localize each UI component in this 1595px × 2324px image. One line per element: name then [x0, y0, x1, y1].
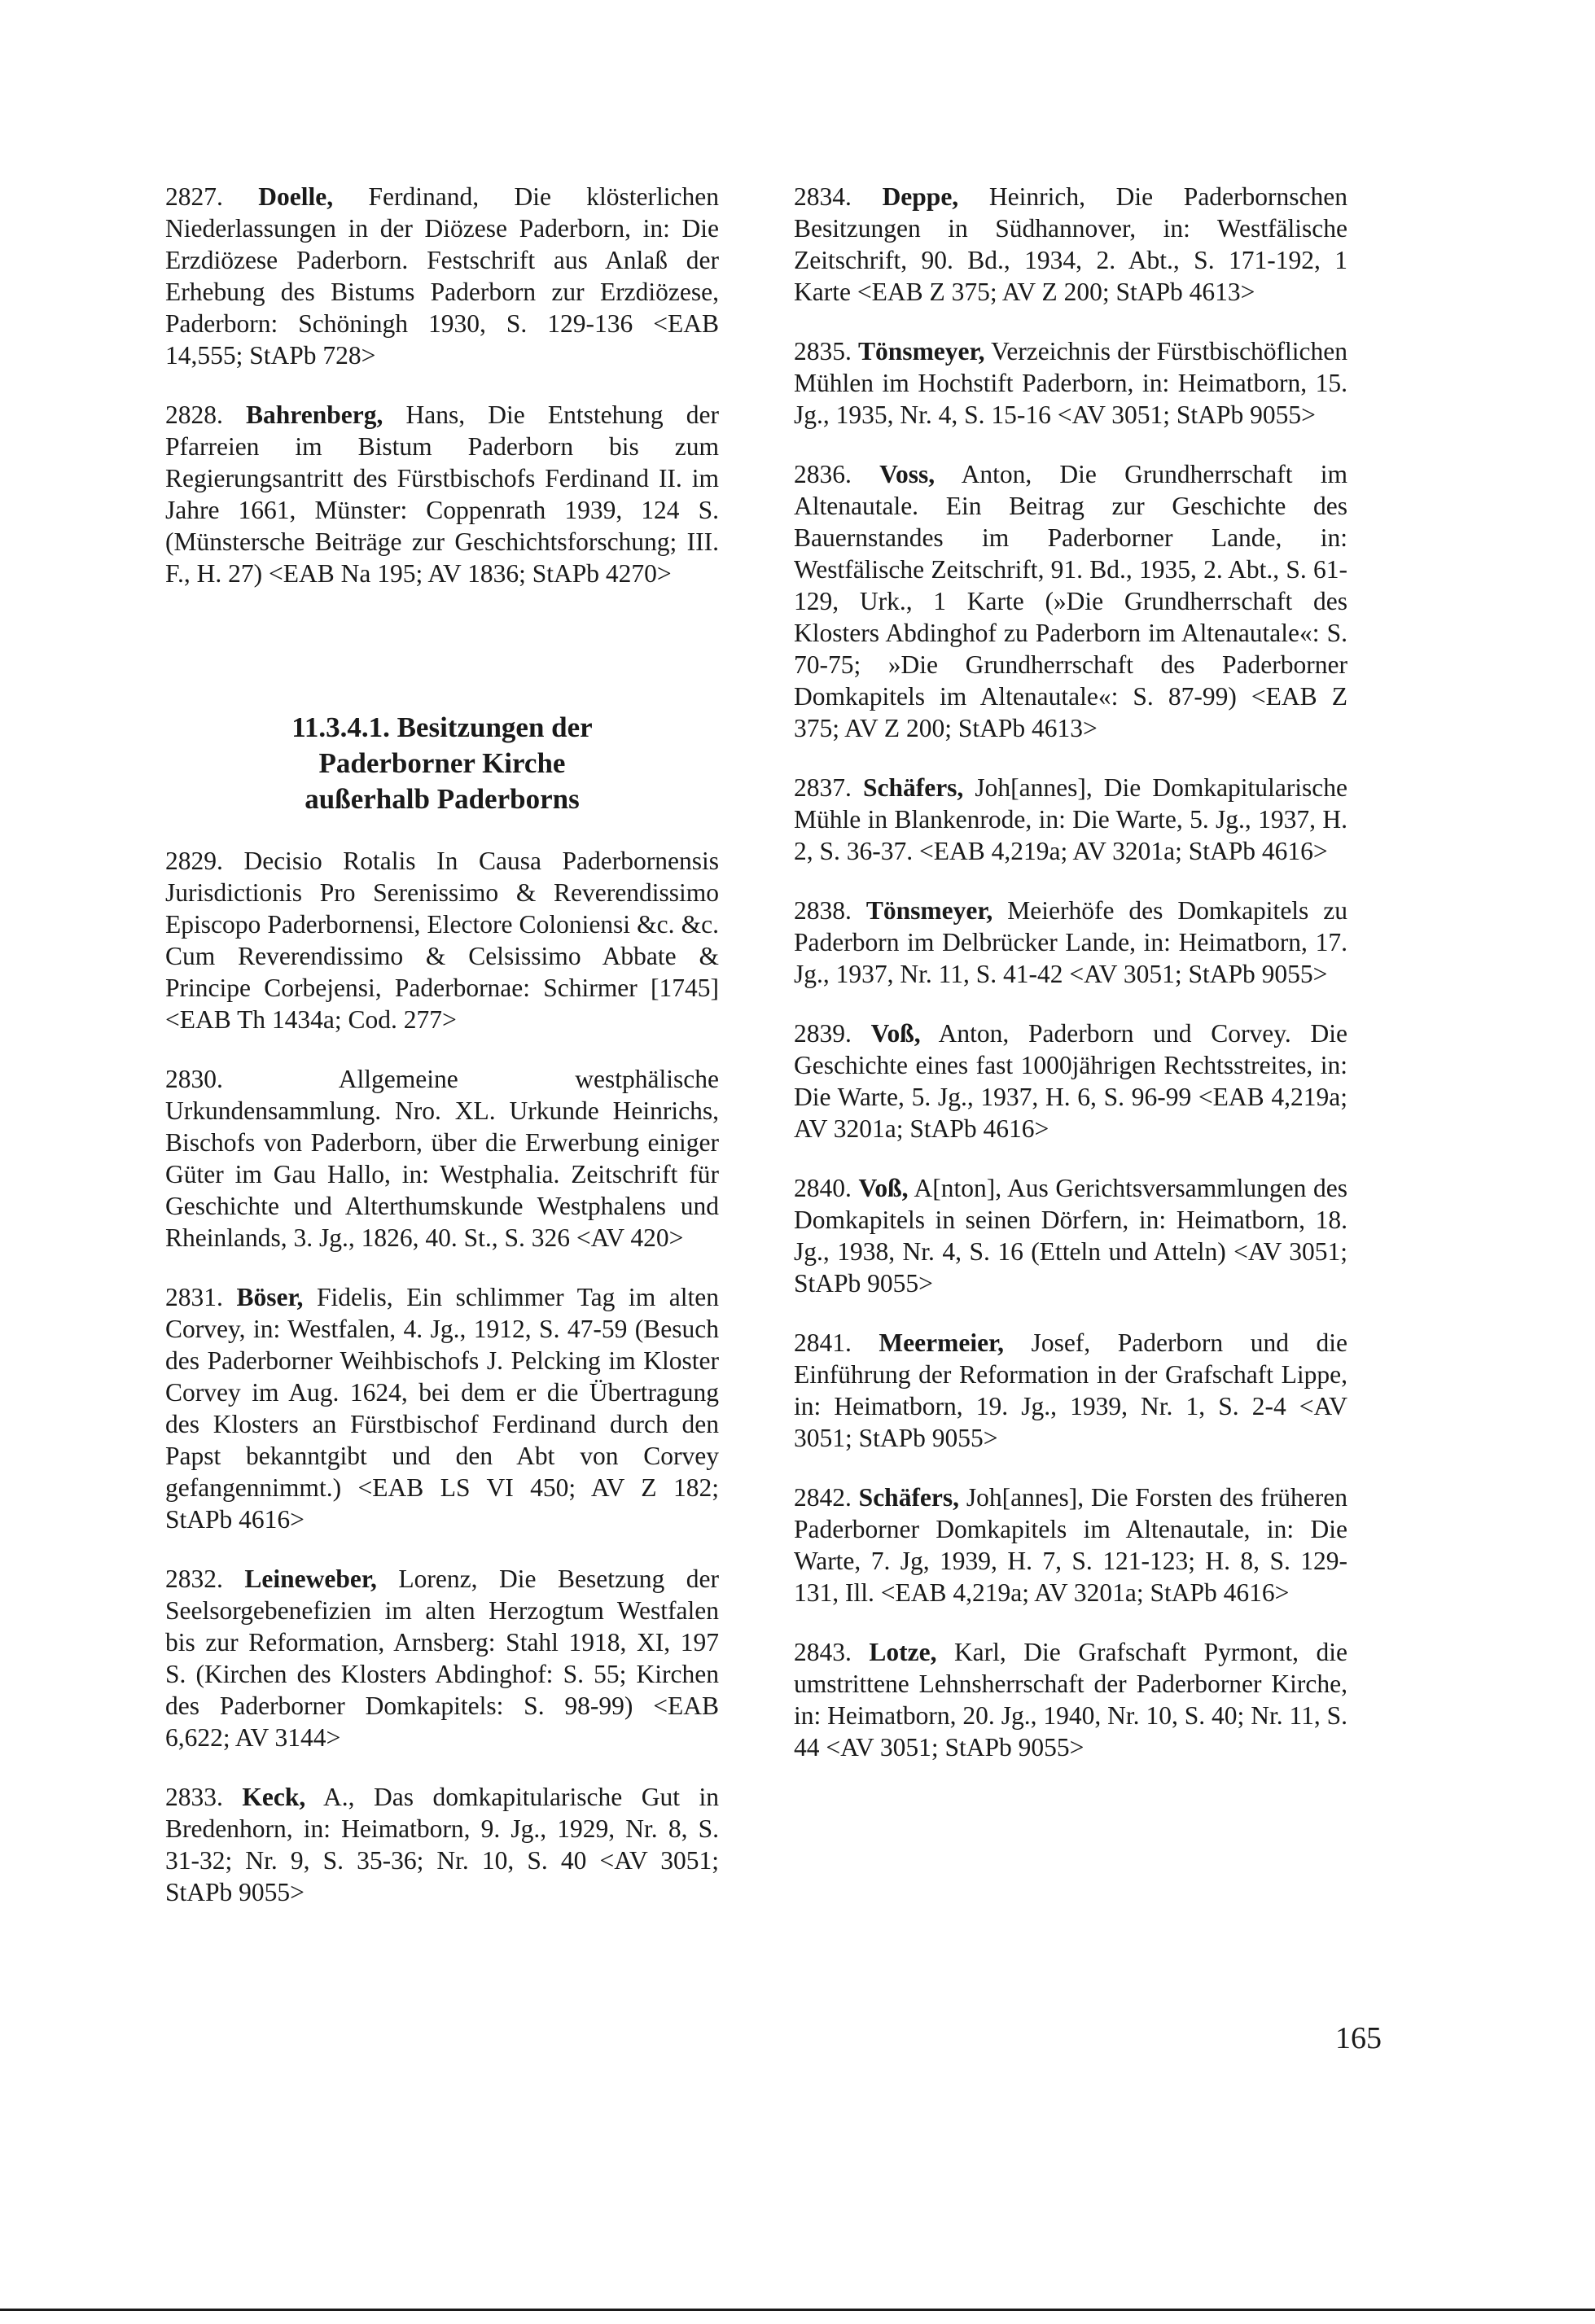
section-heading-line: Paderborner Kirche [318, 747, 566, 779]
bibliography-entry: 2840. Voß, A[nton], Aus Gerichtsversammlungen des Domkapitels in seinen Dörfern, in: Heimatborn, 18. Jg., 1938, Nr. 4, S. 16 (Etteln und Atteln) <AV 3051; StAPb 9055> [794, 1174, 1347, 1298]
bibliography-entry: 2841. Meermeier, Josef, Paderborn und die Einführung der Reformation in der Grafschaft Lippe, in: Heimatborn, 19. Jg., 1939, Nr. 1, S. 2-4 <AV 3051; StAPb 9055> [794, 1328, 1347, 1452]
bibliography-entry: 2827. Doelle, Ferdinand, Die klösterlichen Niederlassungen in der Diözese Paderborn, in: Die Erzdiözese Paderborn. Festschrift aus Anlaß der Erhebung des Bistums Paderborn zur Erzdiözese, Paderborn: Schöningh 1930, S. 129-136 <EAB 14,555; StAPb 728> [165, 182, 719, 370]
bottom-rule [0, 2309, 1595, 2311]
bibliography-entry: 2835. Tönsmeyer, Verzeichnis der Fürstbischöflichen Mühlen im Hochstift Paderborn, in: Heimatborn, 15. Jg., 1935, Nr. 4, S. 15-16 <AV 3051; StAPb 9055> [794, 337, 1347, 429]
bibliography-entry: 2830. Allgemeine westphälische Urkundensammlung. Nro. XL. Urkunde Heinrichs, Bischofs von Paderborn, über die Erwerbung einiger Güter im Gau Hallo, in: Westphalia. Zeitschrift für Geschichte und Alterthumskunde Westphalens und Rheinlands, 3. Jg., 1826, 40. St., S. 326 <AV 420> [165, 1065, 719, 1252]
bibliography-entry: 2843. Lotze, Karl, Die Grafschaft Pyrmont, die umstrittene Lehnsherrschaft der Paderborner Kirche, in: Heimatborn, 20. Jg., 1940, Nr. 10, S. 40; Nr. 11, S. 44 <AV 3051; StAPb 9055> [794, 1638, 1347, 1762]
page-number: 165 [1335, 2021, 1382, 2055]
bibliography-entry: 2828. Bahrenberg, Hans, Die Entstehung der Pfarreien im Bistum Paderborn bis zum Regierungsantritt des Fürstbischofs Ferdinand II. im Jahre 1661, Münster: Coppenrath 1939, 124 S. (Münstersche Beiträge zur Geschichtsforschung; III. F., H. 27) <EAB Na 195; AV 1836; StAPb 4270> [165, 400, 719, 588]
section-heading-line: 11.3.4.1. Besitzungen der [291, 711, 593, 743]
bibliography-entry: 2836. Voss, Anton, Die Grundherrschaft im Altenautale. Ein Beitrag zur Geschichte des Bauernstandes im Paderborner Lande, in: Westfälische Zeitschrift, 91. Bd., 1935, 2. Abt., S. 61-129, Urk., 1 Karte (»Die Grundherrschaft des Klosters Abdinghof zu Paderborn im Altenautale«: S. 70-75; »Die Grundherrschaft des Paderborner Domkapitels im Altenautale«: S. 87-99) <EAB Z 375; AV Z 200; StAPb 4613> [794, 460, 1347, 742]
section-heading [165, 710, 719, 817]
bibliography-entry: 2832. Leineweber, Lorenz, Die Besetzung der Seelsorgebenefizien im alten Herzogtum Westfalen bis zur Reformation, Arnsberg: Stahl 1918, XI, 197 S. (Kirchen des Klosters Abdinghof: S. 55; Kirchen des Paderborner Domkapitels: S. 98-99) <EAB 6,622; AV 3144> [165, 1565, 719, 1752]
bibliography-entry: 2842. Schäfers, Joh[annes], Die Forsten des früheren Paderborner Domkapitels im Altenautale, in: Die Warte, 7. Jg, 1939, H. 7, S. 121-123; H. 8, S. 129-131, Ill. <EAB 4,219a; AV 3201a; StAPb 4616> [794, 1483, 1347, 1607]
bibliography-entry: 2833. Keck, A., Das domkapitularische Gut in Bredenhorn, in: Heimatborn, 9. Jg., 1929, Nr. 8, S. 31-32; Nr. 9, S. 35-36; Nr. 10, S. 40 <AV 3051; StAPb 9055> [165, 1783, 719, 1906]
bibliography-entry: 2839. Voß, Anton, Paderborn und Corvey. Die Geschichte eines fast 1000jährigen Rechtsstreites, in: Die Warte, 5. Jg., 1937, H. 6, S. 96-99 <EAB 4,219a; AV 3201a; StAPb 4616> [794, 1019, 1348, 1143]
bibliography-entry: 2829. Decisio Rotalis In Causa Paderbornensis Jurisdictionis Pro Serenissimo & Reverendissimo Episcopo Paderbornensi, Electore Coloniensi &c. &c. Cum Reverendissimo & Celsissimo Abbate & Principe Corbejensi, Paderbornae: Schirmer [1745] <EAB Th 1434a; Cod. 277> [165, 847, 719, 1034]
bibliography-entry: 2831. Böser, Fidelis, Ein schlimmer Tag im alten Corvey, in: Westfalen, 4. Jg., 1912, S. 47-59 (Besuch des Paderborner Weihbischofs J. Pelcking im Kloster Corvey im Aug. 1624, bei dem er die Übertragung des Klosters an Fürstbischof Ferdinand durch den Papst bekanntgibt und den Abt von Corvey gefangennimmt.) <EAB LS VI 450; AV Z 182; StAPb 4616> [165, 1283, 719, 1534]
left-column [165, 181, 719, 1936]
bibliography-entry: 2837. Schäfers, Joh[annes], Die Domkapitularische Mühle in Blankenrode, in: Die Warte, 5. Jg., 1937, H. 2, S. 36-37. <EAB 4,219a; AV 3201a; StAPb 4616> [794, 773, 1348, 865]
section-heading-line: außerhalb Paderborns [305, 783, 580, 815]
right-column [794, 181, 1347, 1791]
bibliography-entry: 2838. Tönsmeyer, Meierhöfe des Domkapitels zu Paderborn im Delbrücker Lande, in: Heimatborn, 17. Jg., 1937, Nr. 11, S. 41-42 <AV 3051; StAPb 9055> [794, 896, 1347, 988]
bibliography-entry: 2834. Deppe, Heinrich, Die Paderbornschen Besitzungen in Südhannover, in: Westfälische Zeitschrift, 90. Bd., 1934, 2. Abt., S. 171-192, 1 Karte <EAB Z 375; AV Z 200; StAPb 4613> [794, 182, 1347, 306]
